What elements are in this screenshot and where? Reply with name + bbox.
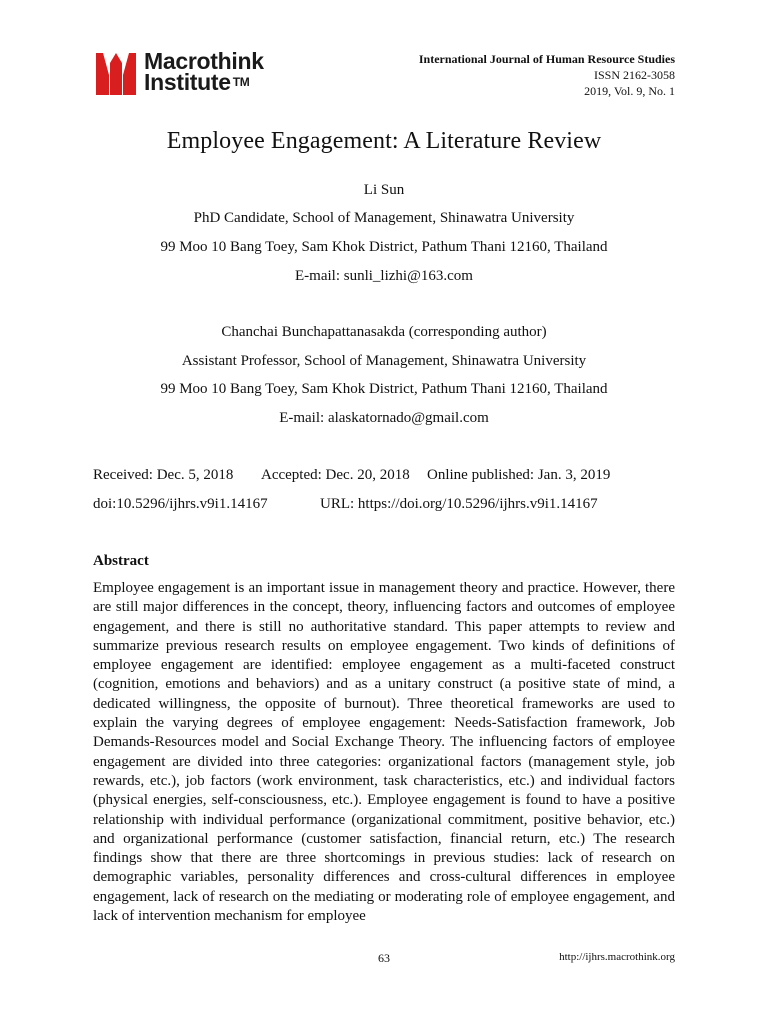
author-2-name: Chanchai Bunchapattanasakda (corresponding author) (221, 324, 547, 340)
journal-name: International Journal of Human Resource Studies (418, 52, 675, 66)
page-number: 63 (378, 951, 390, 965)
footer-site-link[interactable]: http://ijhrs.macrothink.org (559, 951, 675, 963)
author-1-name: Li Sun (363, 182, 405, 198)
author-2-address: 99 Moo 10 Bang Toey, Sam Khok District, Pathum Thani 12160, Thailand (160, 381, 608, 397)
logo-line-2: Institute (144, 69, 231, 95)
author-1-position: PhD Candidate, School of Management, Shinawatra University (193, 210, 575, 226)
macrothink-logo-icon (94, 49, 138, 95)
journal-volume: 2019, Vol. 9, No. 1 (584, 84, 675, 98)
logo-trademark: TM (232, 75, 250, 89)
author-2-position: Assistant Professor, School of Management, Shinawatra University (181, 353, 587, 369)
doi-url[interactable]: URL: https://doi.org/10.5296/ijhrs.v9i1.14167 (320, 496, 598, 512)
journal-issn: ISSN 2162-3058 (593, 68, 675, 82)
doi-text: doi:10.5296/ijhrs.v9i1.14167 (93, 496, 268, 512)
logo-wordmark (144, 48, 264, 95)
author-1-email: E-mail: sunli_lizhi@163.com (295, 268, 473, 284)
accepted-date: Accepted: Dec. 20, 2018 (261, 467, 410, 483)
publisher-logo (94, 49, 294, 97)
abstract-body: Employee engagement is an important issue in management theory and practice. However, there are still major differences in the concept, theory, influencing factors and outcomes of employee engagement, and there is still no authoritative standard. This paper attempts to review and summarize previous research results on employee engagement. Two kinds of definitions of employee engagement are identified: employee engagement as a multi-faceted construct (cognition, emotions and behaviors) and as a unitary construct (a positive state of mind, a dedicated willingness, the opposite of burnout). Three theoretical frameworks are used to explain the varying degrees of employee engagement: Needs-Satisfaction framework, Job Demands-Resources model and Social Exchange Theory. The influencing factors of employee engagement are divided into three categories: organizational factors (management style, job rewards, etc.), job factors (work environment, task characteristics, etc.) and individual factors (physical energies, self-consciousness, etc.). Employee engagement is found to have a positive relationship with individual performance (organizational commitment, positive behavior, etc.) and organizational performance (customer satisfaction, financial return, etc.) The research findings show that there are three shortcomings in previous studies: lack of research on demographic variables, personality differences and cross-cultural differences in employee engagement, lack of research on the mediating or moderating role of employee engagement, and lack of intervention mechanism for employee (93, 580, 675, 925)
received-date: Received: Dec. 5, 2018 (93, 467, 234, 483)
paper-title: Employee Engagement: A Literature Review (166, 128, 602, 154)
logo-line-1: Macrothink (144, 48, 264, 74)
journal-info (419, 51, 675, 99)
author-2-email: E-mail: alaskatornado@gmail.com (279, 410, 489, 426)
published-date: Online published: Jan. 3, 2019 (427, 467, 611, 483)
abstract-heading: Abstract (93, 553, 149, 569)
author-1-address: 99 Moo 10 Bang Toey, Sam Khok District, Pathum Thani 12160, Thailand (160, 239, 608, 255)
